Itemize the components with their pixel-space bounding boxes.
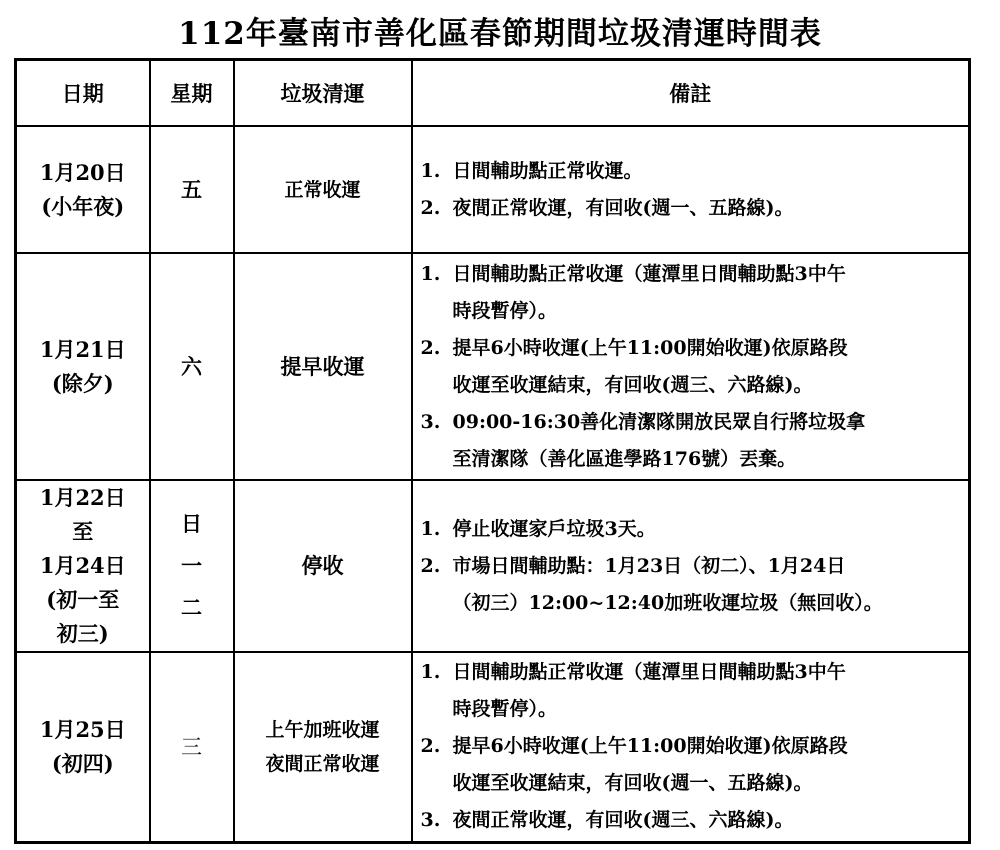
collection-cell: 提早收運 [234, 253, 412, 480]
header-date: 日期 [16, 60, 150, 127]
weekday-cell: 五 [150, 126, 234, 253]
note-item: 1. 日間輔助點正常收運（蓮潭里日間輔助點3中午 [420, 661, 846, 684]
note-item-continued: 時段暫停）。 [452, 299, 558, 322]
notes-cell [412, 126, 970, 253]
header-notes: 備註 [412, 60, 970, 127]
date-cell: 1月21日 (除夕) [16, 253, 150, 480]
notes-cell [412, 480, 970, 652]
note-item: 3. 09:00-16:30善化清潔隊開放民眾自行將垃圾拿 [420, 410, 866, 433]
note-item: 2. 提早6小時收運(上午11:00開始收運)依原路段 [420, 336, 848, 359]
weekday-cell: 六 [150, 253, 234, 480]
page-title: 112年臺南市善化區春節期間垃圾清運時間表 [178, 16, 822, 52]
collection-cell: 正常收運 [234, 126, 412, 253]
collection-cell: 停收 [234, 480, 412, 652]
note-item: 2. 夜間正常收運，有回收(週一、五路線)。 [420, 196, 794, 219]
table-row [16, 652, 970, 842]
notes-cell [412, 652, 970, 842]
date-cell: 1月20日 (小年夜) [16, 126, 150, 253]
note-item: 1. 停止收運家戶垃圾3天。 [420, 517, 656, 540]
notes-cell [412, 253, 970, 480]
header-collection: 垃圾清運 [234, 60, 412, 127]
note-item: 2. 提早6小時收運(上午11:00開始收運)依原路段 [420, 735, 848, 758]
note-item-continued: 收運至收運結束，有回收(週一、五路線)。 [452, 772, 813, 795]
weekday-cell: 日 一 二 [150, 480, 234, 652]
note-item-continued: 收運至收運結束，有回收(週三、六路線)。 [452, 373, 813, 396]
note-item: 1. 日間輔助點正常收運。 [420, 159, 643, 182]
collection-cell: 上午加班收運 夜間正常收運 [234, 652, 412, 842]
schedule-table [14, 58, 971, 844]
note-item-continued: （初三）12:00~12:40加班收運垃圾（無回收）。 [452, 591, 883, 614]
date-cell: 1月22日 至 1月24日 (初一至 初三) [16, 480, 150, 652]
header-weekday: 星期 [150, 60, 234, 127]
note-item: 3. 夜間正常收運，有回收(週三、六路線)。 [420, 809, 794, 832]
table-row [16, 126, 970, 253]
note-item: 1. 日間輔助點正常收運（蓮潭里日間輔助點3中午 [420, 262, 846, 285]
note-item-continued: 時段暫停）。 [452, 698, 558, 721]
header-row [16, 60, 970, 127]
weekday-cell: 三 [150, 652, 234, 842]
table-row [16, 480, 970, 652]
note-item: 2. 市場日間輔助點：1月23日（初二）、1月24日 [420, 554, 846, 577]
date-cell: 1月25日 (初四) [16, 652, 150, 842]
note-item-continued: 至清潔隊（善化區進學路176號）丟棄。 [452, 447, 797, 470]
table-row [16, 253, 970, 480]
